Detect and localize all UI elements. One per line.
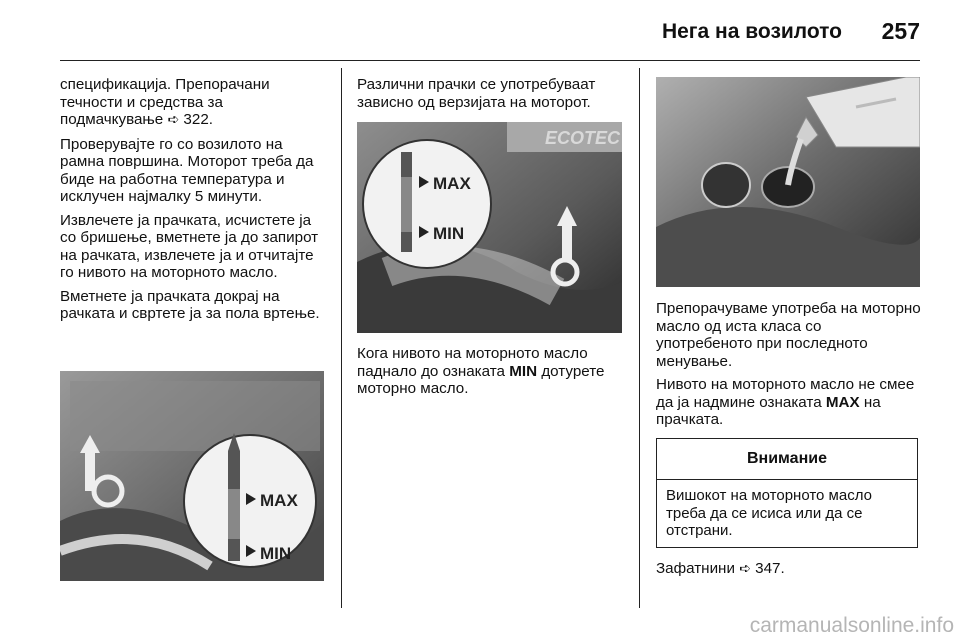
figure-caption: Кога нивото на моторното масло паднало до ознаката MIN дотурете моторно масло. [357, 345, 605, 397]
capacities-reference: Зафатнини ➪ 347. [656, 560, 785, 577]
max-label: MAX [433, 174, 471, 193]
watermark: carmanualsonline.info [749, 614, 954, 637]
oil-filling-figure [656, 77, 920, 287]
paragraph: Проверувајте го со возилото на рамна површина. Моторот треба да биде на работна температура и исклучен најмалку 5 минути. [60, 135, 314, 205]
caution-text: Вишокот на моторното масло треба да се исиса или да се отстрани. [666, 487, 872, 539]
page-ref-link[interactable]: 322. [183, 111, 213, 128]
paragraph [60, 76, 330, 130]
paragraph: Извлечете ја прачката, исчистете ја со бришење, вметнете ја до запирот на рачката, извлечете ја и отчитајте го нивото на моторното масло. [60, 211, 319, 281]
paragraph: Различни прачки се употребуваат зависно од верзијата на моторот. [357, 76, 596, 111]
page-ref-link[interactable]: 347. [755, 560, 785, 577]
caution-box [656, 438, 918, 548]
caution-title: Внимание [657, 439, 917, 480]
paragraph: Нивото на моторното масло не смее да ја надмине ознаката MAX на прачката. [656, 376, 915, 428]
paragraph-text: спецификација. Препорачани течности и средства за подмачкување [60, 76, 270, 128]
text-column-3 [656, 300, 922, 435]
header-rule [60, 60, 920, 61]
min-label: MIN [433, 224, 465, 243]
page-ref-arrow-icon: ➪ [739, 561, 751, 577]
min-label: MIN [260, 544, 292, 563]
page-number: 257 [881, 18, 920, 44]
text-column-1 [60, 76, 330, 329]
max-label: MAX [260, 491, 298, 510]
dipstick-figure-2 [357, 122, 622, 333]
paragraph: Препорачуваме употреба на моторно масло од иста класа со употребеното при последното менување. [656, 300, 921, 370]
page-header [0, 0, 960, 62]
column-divider [341, 68, 342, 608]
paragraph: Вметнете ја прачката докрај на рачката и свртете ја за пола вртење. [60, 287, 320, 322]
page-ref-arrow-icon: ➪ [167, 112, 180, 128]
max-mark: MAX [825, 393, 860, 411]
section-title: Нега на возилото [661, 20, 842, 43]
column-divider [639, 68, 640, 608]
engine-badge: ECOTEC [545, 128, 621, 148]
dipstick-figure-1 [60, 371, 324, 581]
min-mark: MIN [509, 362, 538, 380]
